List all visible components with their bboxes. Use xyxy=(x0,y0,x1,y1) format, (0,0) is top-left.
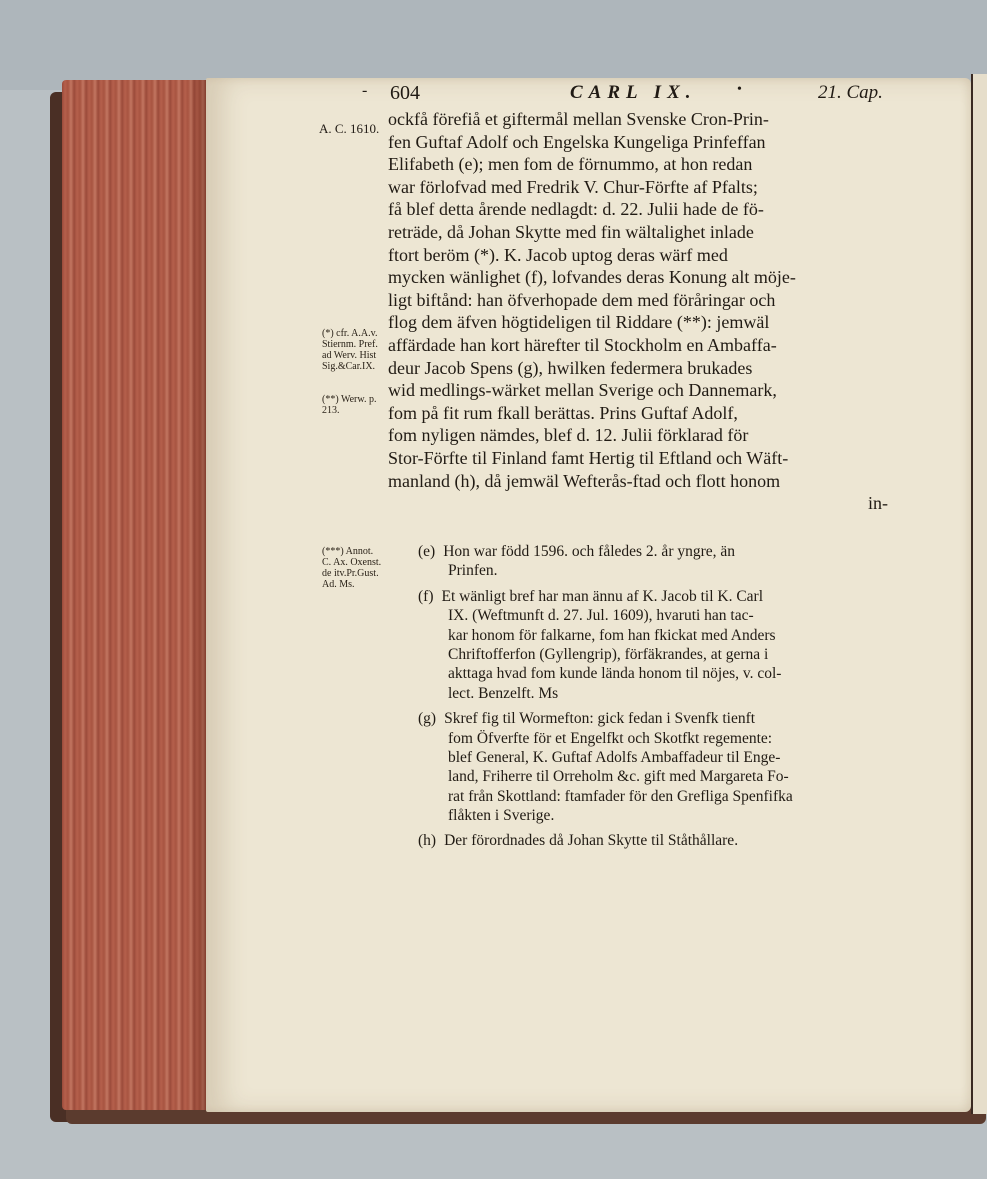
footnote-line xyxy=(418,831,890,850)
margin-note-2: (**) Werw. p. 213. xyxy=(322,394,377,416)
footnote xyxy=(418,709,890,825)
footnote xyxy=(418,587,890,703)
footnote-line: lect. Benzelft. Ms xyxy=(448,684,559,702)
footnote-line: blef General, K. Guftaf Adolfs Ambaffadeur til Enge- xyxy=(448,748,781,766)
footnote xyxy=(418,831,890,850)
running-title: CARL IX. xyxy=(570,82,697,103)
text-line: fen Guftaf Adolf och Engelska Kungeliga Prinfeffan xyxy=(388,131,766,152)
running-head xyxy=(0,82,921,106)
text-line: ockfå förefiå et giftermål mellan Svenske Cron-Prin- xyxy=(388,109,769,129)
text-line: deur Jacob Spens (g), hwilken federmera brukades xyxy=(388,357,753,378)
footnote-line: flåkten i Sverige. xyxy=(448,807,555,825)
text-line: ftort beröm (*). K. Jacob uptog deras wärf med xyxy=(388,244,728,265)
footnote-text: Der förordnades då Johan Skytte til Ståthållare. xyxy=(444,832,739,850)
text-line: mycken wänlighet (f), lofvandes deras Konung alt möje- xyxy=(388,267,796,288)
head-mark: • xyxy=(737,82,742,97)
footnote-line: Chriftofferfon (Gyllengrip), förfäkrandes, at gerna i xyxy=(448,645,769,663)
footnote-text: Hon war född 1596. och fåledes 2. år yngre, än xyxy=(443,543,736,560)
text-line: fom nyligen nämdes, blef d. 12. Julii förklarad för xyxy=(388,425,749,446)
footnote-line xyxy=(418,542,890,561)
text-line: flog dem äfven högtideligen til Riddare (**): jemwäl xyxy=(388,312,770,333)
footnote-label: (f) xyxy=(418,587,434,605)
text-line: affärdade han kort härefter til Stockholm en Ambaffa- xyxy=(388,334,777,355)
margin-note-3: (***) Annot. C. Ax. Oxenst. de itv.Pr.Gust. Ad. Ms. xyxy=(322,546,382,590)
year-margin-note: A. C. 1610. xyxy=(319,121,380,136)
footnote-line: akttaga hvad fom kunde lända honom til nöjes, v. col- xyxy=(448,665,782,683)
footnote-line xyxy=(418,709,890,728)
footnote-label: (g) xyxy=(418,710,437,728)
text-line: manland (h), då jemwäl Wefterås-ftad och flott honom xyxy=(388,470,781,491)
footnote-line: kar honom för falkarne, fom han fkickat med Anders xyxy=(448,626,776,644)
footnote-text: Et wänligt bref har man ännu af K. Jacob til K. Carl xyxy=(441,587,764,605)
text-line: ligt biftånd: han öfverhopade dem med föråringar och xyxy=(388,289,776,310)
text-line: wid medlings-wärket mellan Sverige och Dannemark, xyxy=(388,380,777,401)
footnote-text: Skref fig til Wormefton: gick fedan i Svenfk tienft xyxy=(444,710,756,728)
head-dash: - xyxy=(362,82,368,99)
footnote-line: rat från Skottland: ftamfader för den Grefliga Spenfifka xyxy=(448,787,793,805)
facing-page-edge xyxy=(971,74,987,1114)
text-line: reträde, då Johan Skytte med fin wältalighet inlade xyxy=(388,221,754,242)
text-line: in- xyxy=(868,493,888,514)
footnote-label: (h) xyxy=(418,832,437,850)
margin-note-1: (*) cfr. A.A.v. Stiernm. Pref. ad Werv. Hist Sig.&Car.IX. xyxy=(322,328,378,372)
footnote-line: Prinfen. xyxy=(448,562,498,580)
footnote-line xyxy=(418,587,890,606)
text-line: fom på fit rum fkall berättas. Prins Guftaf Adolf, xyxy=(388,402,738,423)
text-line: få blef detta årende nedlagdt: d. 22. Julii hade de fö- xyxy=(388,199,764,220)
footnote-line: IX. (Weftmunft d. 27. Jul. 1609), hvaruti han tac- xyxy=(448,607,754,625)
footnotes-block xyxy=(418,542,890,857)
main-text-block xyxy=(388,108,888,515)
text-line: Stor-Förfte til Finland famt Hertig til Eftland och Wäft- xyxy=(388,447,789,468)
page-number: 604 xyxy=(390,82,420,104)
text-line: Elifabeth (e); men fom de förnummo, at hon redan xyxy=(388,154,753,175)
chapter-label: 21. Cap. xyxy=(818,82,883,103)
footnote-line: land, Friherre til Orreholm &c. gift med Margareta Fo- xyxy=(448,768,789,786)
footnote xyxy=(418,542,890,581)
text-line: war förlofvad med Fredrik V. Chur-Förfte af Pfalts; xyxy=(388,176,758,197)
footnote-label: (e) xyxy=(418,543,436,560)
footnote-line: fom Öfverfte för et Engelfkt och Skotfkt regemente: xyxy=(448,729,773,747)
